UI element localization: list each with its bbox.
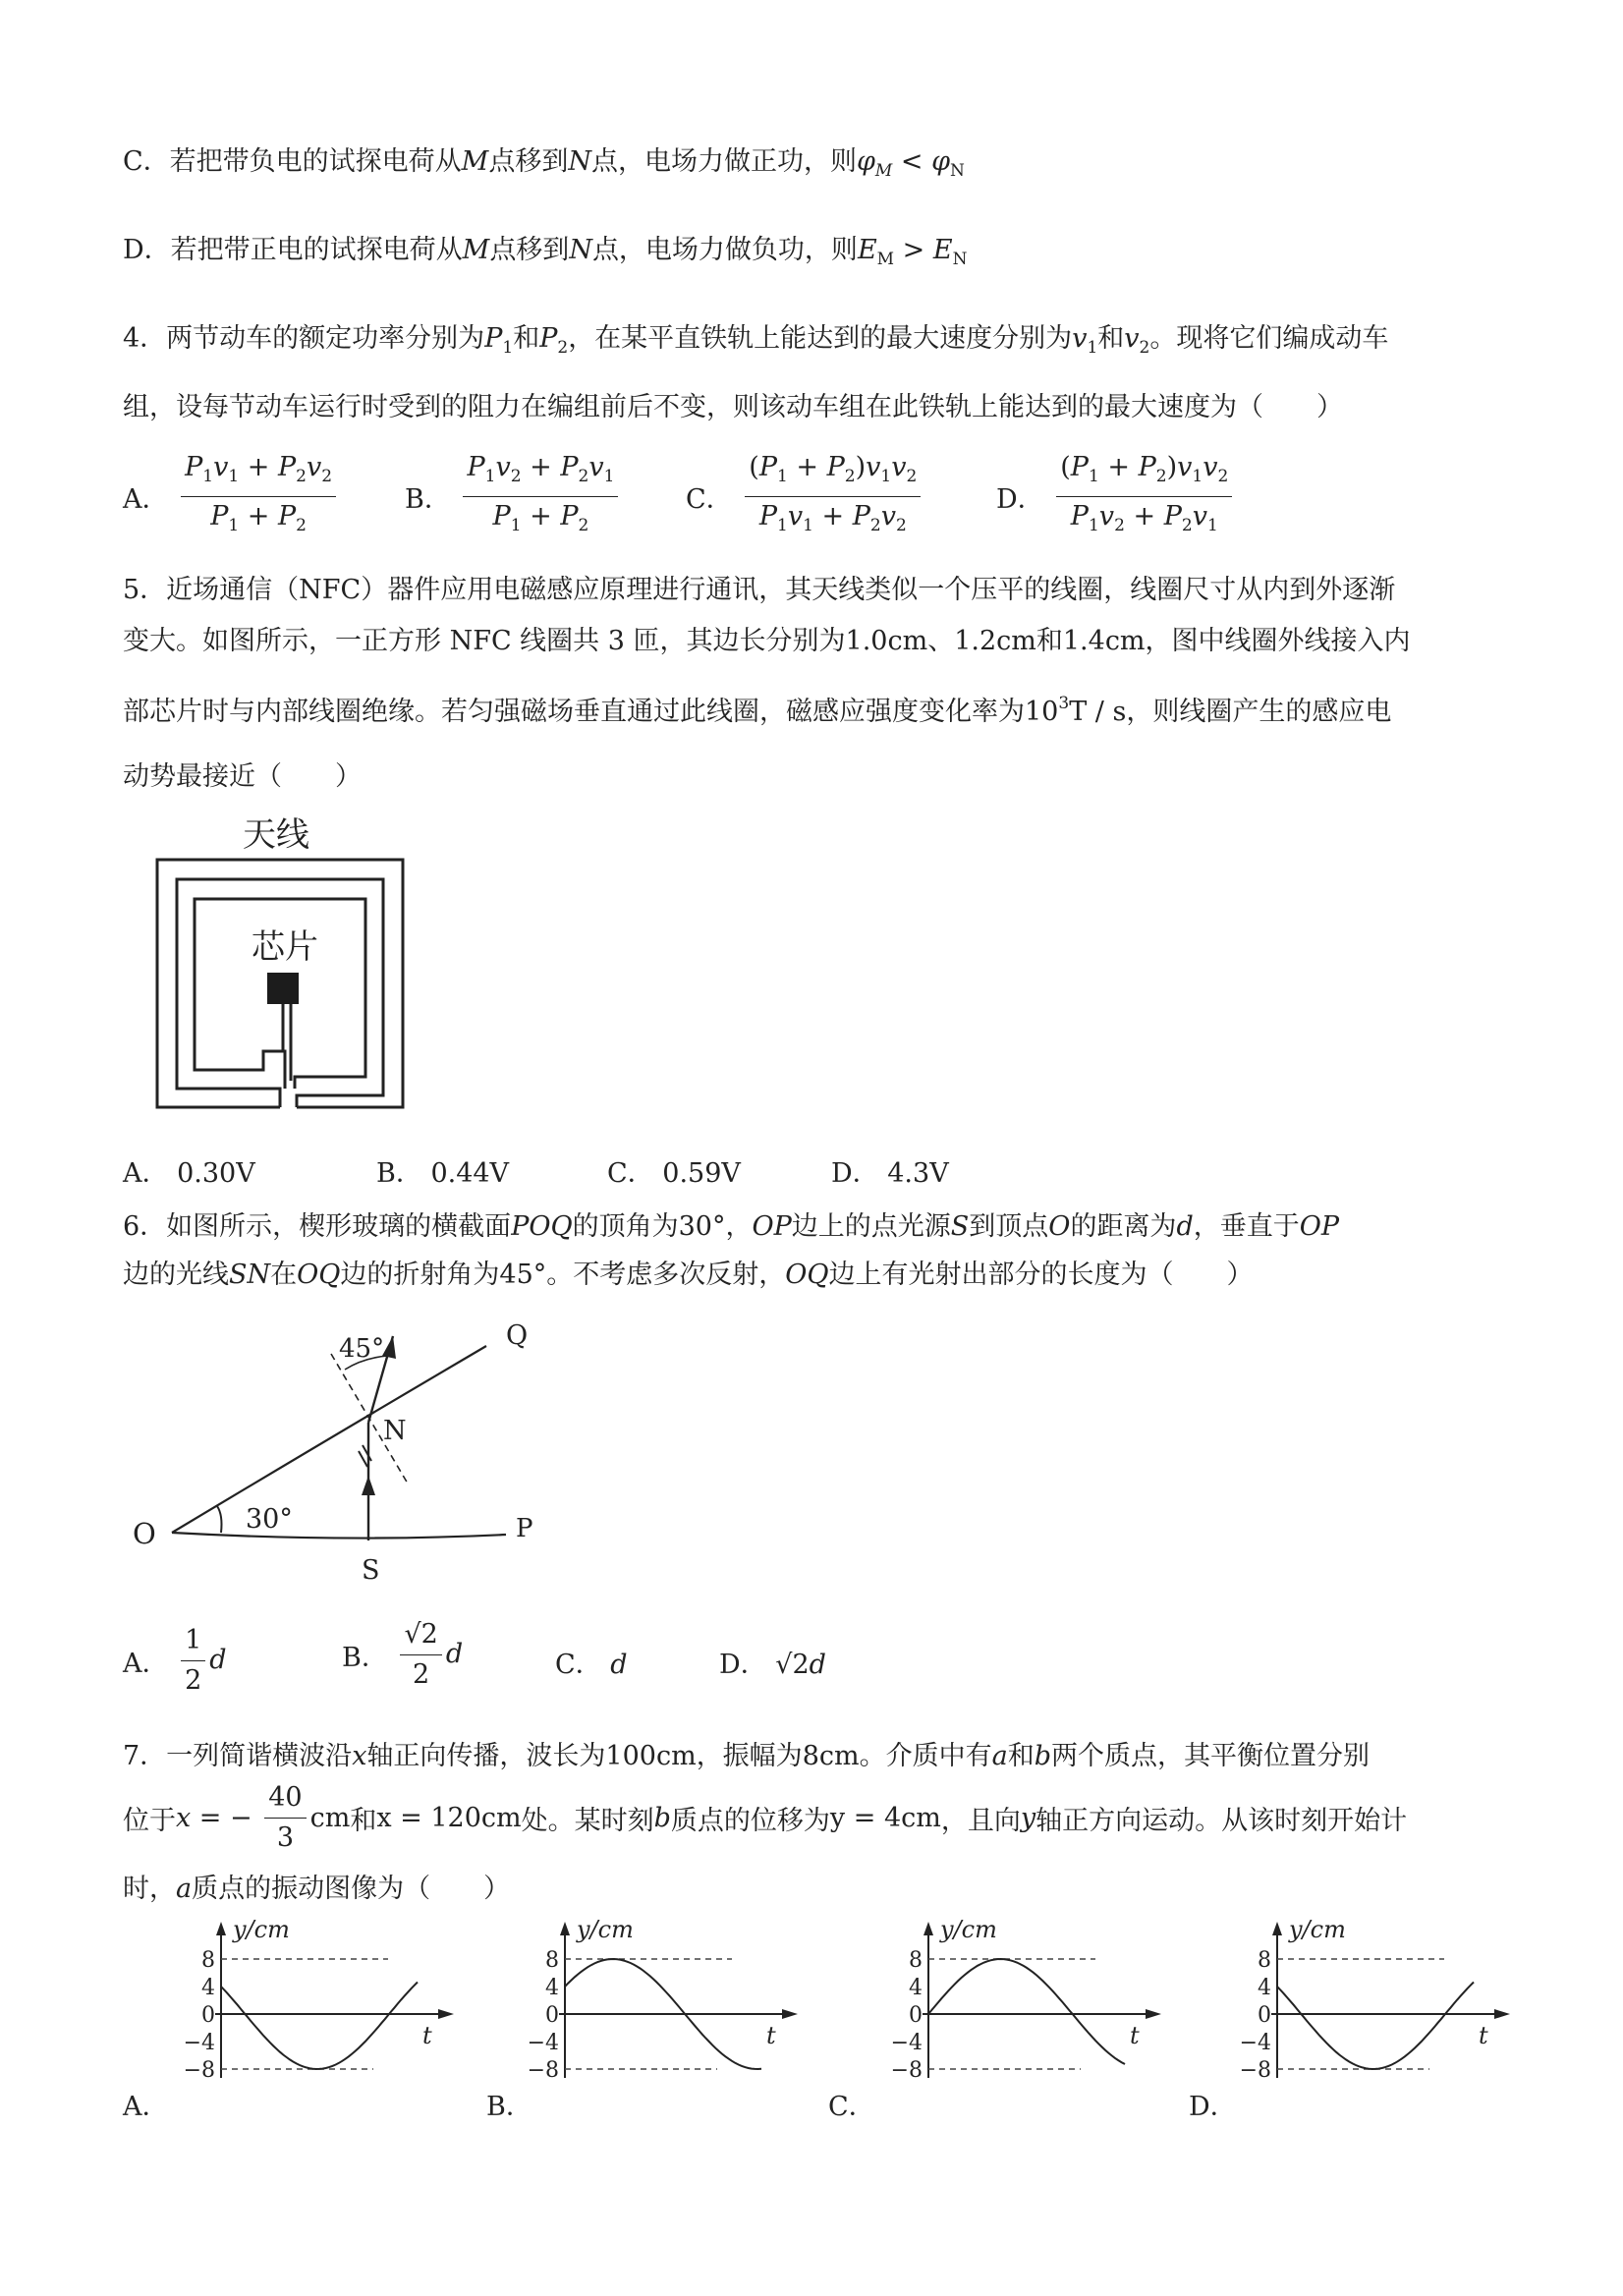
label-n: N: [383, 1416, 407, 1446]
q6-option-b: B． $\frac{√2}{2}$ d: [342, 1619, 464, 1690]
y-axis-label: y/cm: [233, 1916, 290, 1943]
q4-option-c: C． $\frac{(P_1 + P_2)v_1v_2}{P_1v_1 + P_2v_2}$: [686, 450, 924, 543]
tick-label: 4: [545, 1976, 559, 2000]
tick-label: 0: [201, 2003, 215, 2028]
label-30: 30°: [246, 1504, 293, 1535]
y-axis-label: y/cm: [940, 1916, 997, 1943]
q7-option-d-label: D．: [1189, 2092, 1237, 2122]
y-axis-arrow: [1272, 1922, 1282, 1935]
vibration-graph-b: [511, 1916, 806, 2102]
chip-block: [267, 973, 299, 1004]
q3-option-d: D．若把带正电的试探电荷从M点移到N点，电场力做负功，则$E_M > E_N$: [123, 235, 968, 269]
tick-label: 0: [1258, 2003, 1271, 2028]
t-axis-arrow: [1494, 2009, 1510, 2019]
y-axis-arrow: [923, 1922, 933, 1935]
q5-stem-line4: 动势最接近（ ）: [123, 761, 362, 792]
y-axis-arrow: [560, 1922, 570, 1935]
tick-label: 0: [909, 2003, 923, 2028]
label-p: P: [516, 1514, 533, 1543]
y-axis-label: y/cm: [1289, 1916, 1346, 1943]
label-s: S: [362, 1555, 380, 1586]
t-axis-label: t: [766, 2022, 776, 2049]
q6-option-c: C． d: [555, 1650, 628, 1680]
tick-label: 8: [909, 1948, 923, 1973]
q4-option-b: B． $\frac{P_1v_2 + P_2v_1}{P_1 + P_2}$: [405, 450, 622, 543]
nfc-coil-figure: [147, 811, 422, 1110]
t-axis-arrow: [1146, 2009, 1161, 2019]
tick-label: 0: [545, 2003, 559, 2028]
vibration-graph-c: [874, 1916, 1169, 2102]
q7-option-a-label: A．: [123, 2092, 169, 2122]
q4-stem-line2: 组，设每节动车运行时受到的阻力在编组前后不变，则该动车组在此铁轨上能达到的最大速度为（ ）: [123, 392, 1343, 422]
vibration-graph-d: [1223, 1916, 1518, 2102]
q5-option-d: D． 4.3V: [831, 1158, 949, 1189]
tick-label: −8: [183, 2058, 215, 2083]
q5-option-b: B． 0.44V: [376, 1158, 510, 1189]
angle-arc-30: [217, 1506, 222, 1533]
q4-option-a: A． $\frac{P_1v_1 + P_2v_2}{P_1 + P_2}$: [123, 450, 340, 543]
q4-stem-line1: 4．两节动车的额定功率分别为$P_1$和$P_2$，在某平直铁轨上能达到的最大速度分别为$v_1$和$v_2$。现将它们编成动车: [123, 323, 1389, 358]
q6-stem-line1: 6．如图所示，楔形玻璃的横截面POQ的顶角为30°，OP边上的点光源S到顶点O的距离为d，垂直于OP: [123, 1211, 1340, 1242]
t-axis-arrow: [782, 2009, 798, 2019]
vibration-curve: [1277, 1983, 1474, 2070]
t-axis-label: t: [422, 2022, 432, 2049]
wedge-glass-figure: [123, 1307, 555, 1592]
tick-label: 8: [201, 1948, 215, 1973]
tick-label: −4: [890, 2031, 923, 2055]
t-axis-label: t: [1130, 2022, 1140, 2049]
tick-label: −4: [1239, 2031, 1271, 2055]
q5-stem-line3: 部芯片时与内部线圈绝缘。若匀强磁场垂直通过此线圈，磁感应强度变化率为$10^3T$ / s，则线圈产生的感应电: [123, 694, 1392, 727]
q7-stem-line1: 7．一列简谐横波沿x轴正向传播，波长为100cm，振幅为8cm。介质中有a和b两个质点，其平衡位置分别: [123, 1741, 1370, 1771]
vibration-graph-a: [167, 1916, 462, 2102]
q7-stem-line3: 时，a质点的振动图像为（ ）: [123, 1874, 511, 1904]
label-q: Q: [506, 1320, 529, 1351]
vibration-curve: [928, 1959, 1125, 2064]
edge-oq: [172, 1346, 486, 1533]
q3-option-c: C．若把带负电的试探电荷从M点移到N点，电场力做正功，则$\varphi_M < \varphi_N$: [123, 146, 965, 181]
y-axis-label: y/cm: [577, 1916, 634, 1943]
tick-label: −8: [527, 2058, 559, 2083]
label-o: O: [133, 1517, 156, 1550]
q7-option-c-label: C．: [828, 2092, 875, 2122]
q6-option-d: D． √2d: [719, 1650, 826, 1680]
q7-option-b-label: B．: [486, 2092, 532, 2122]
tick-label: 4: [201, 1976, 215, 2000]
q5-option-c: C． 0.59V: [607, 1158, 741, 1189]
q5-stem-line2: 变大。如图所示，一正方形 NFC 线圈共 3 匝，其边长分别为1.0cm、1.2cm和1.4cm，图中线圈外线接入内: [123, 626, 1411, 656]
q4-option-d: D． $\frac{(P_1 + P_2)v_1v_2}{P_1v_2 + P_2v_1}$: [996, 450, 1236, 543]
t-axis-label: t: [1479, 2022, 1488, 2049]
chip-label: 芯片: [252, 927, 318, 967]
y-axis-arrow: [216, 1922, 226, 1935]
tick-label: −8: [890, 2058, 923, 2083]
q5-option-a: A． 0.30V: [123, 1158, 255, 1189]
t-axis-arrow: [438, 2009, 454, 2019]
tick-label: 8: [1258, 1948, 1271, 1973]
vibration-curve: [221, 1983, 418, 2070]
edge-op: [172, 1533, 506, 1539]
tick-label: −8: [1239, 2058, 1271, 2083]
q5-stem-line1: 5．近场通信（NFC）器件应用电磁感应原理进行通讯，其天线类似一个压平的线圈，线圈尺寸从内到外逐渐: [123, 575, 1396, 605]
q7-stem-line2: 位于x = − $\frac{40}{3}$ cm和x = 120cm处。某时刻b质点的位移为y = 4cm，且向y轴正方向运动。从该时刻开始计: [123, 1782, 1408, 1853]
tick-label: −4: [527, 2031, 559, 2055]
antenna-label: 天线: [243, 815, 309, 855]
label-45: 45°: [339, 1334, 385, 1364]
tick-label: 4: [1258, 1976, 1271, 2000]
tick-label: 4: [909, 1976, 923, 2000]
q6-option-a: A． $\frac{1}{2}$ d: [123, 1625, 227, 1696]
tick-label: −4: [183, 2031, 215, 2055]
tick-label: 8: [545, 1948, 559, 1973]
q6-stem-line2: 边的光线SN在OQ边的折射角为45°。不考虑多次反射，OQ边上有光射出部分的长度为（ ）: [123, 1260, 1254, 1290]
